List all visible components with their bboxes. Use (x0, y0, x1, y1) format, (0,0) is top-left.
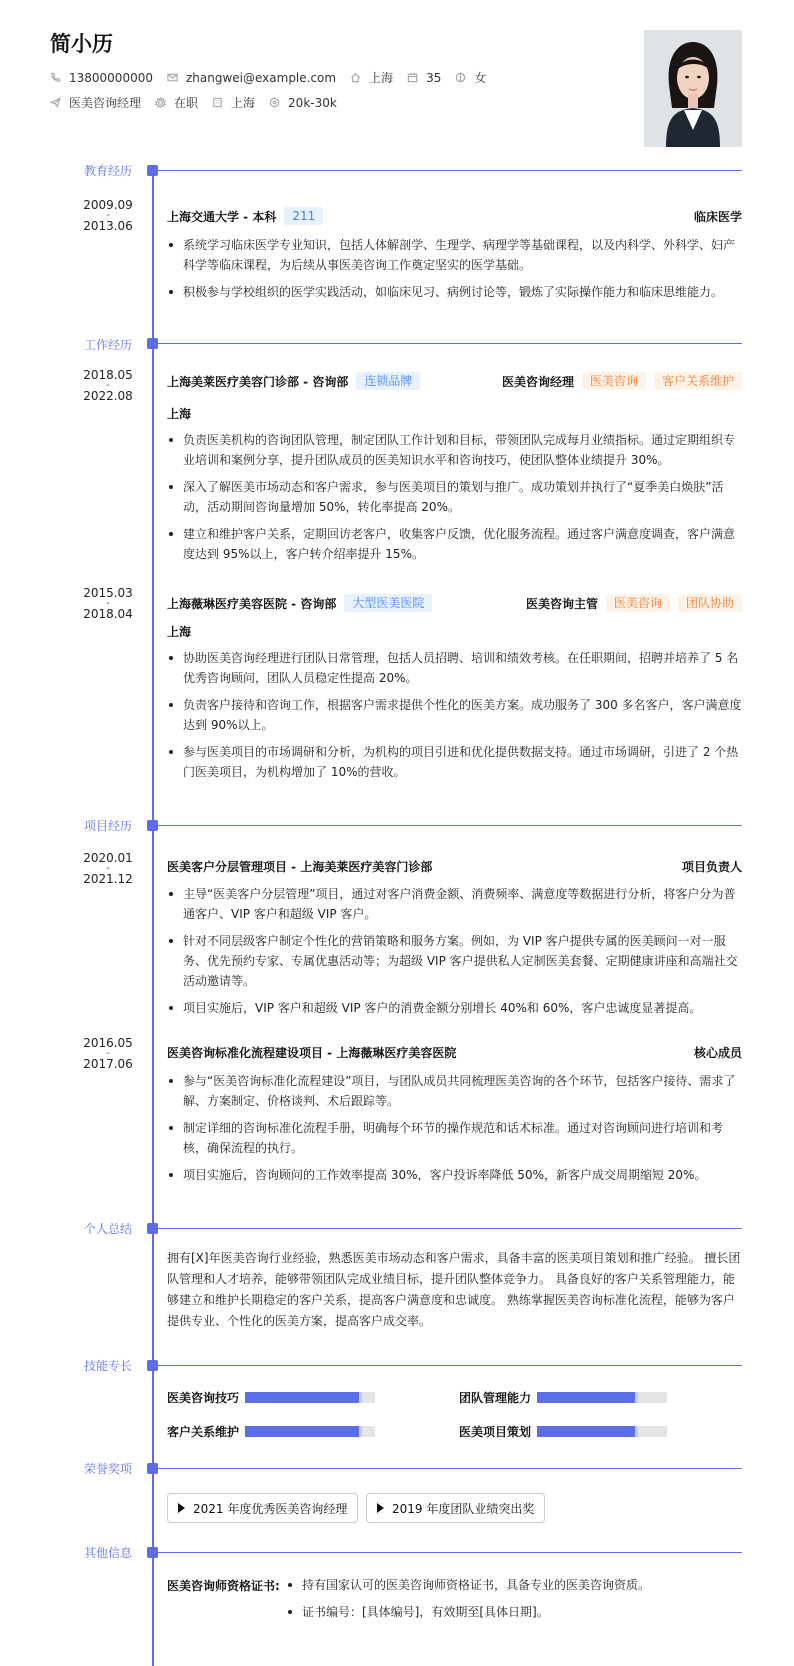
list-item: 针对不同层级客户制定个性化的营销策略和服务方案。例如，为 VIP 客户提供专属的医美顾问一对一服务、优先预约专家、专属优惠活动等；为超级 VIP 客户提供私人定制医美套餐、定期健康讲座和高端社交活动邀请等。 (167, 931, 742, 991)
date-separator: - (106, 1048, 110, 1059)
home-icon (350, 72, 361, 83)
company-name: 上海薇琳医疗美容医院 - 咨询部 (167, 596, 337, 611)
phone-info (50, 71, 153, 85)
skill-tag: 医美咨询 (582, 372, 646, 390)
section-divider (158, 1552, 742, 1553)
education-dates (80, 199, 136, 233)
date-separator: - (106, 598, 110, 609)
profile-photo (644, 30, 742, 147)
start-date: 2009.09 (83, 198, 133, 212)
section-title-projects: 项目经历 (84, 819, 133, 833)
skill-bar (537, 1426, 667, 1437)
project-dates (80, 1037, 136, 1071)
project-name: 医美客户分层管理项目 - 上海美莱医疗美容门诊部 (167, 860, 433, 874)
list-item: 建立和维护客户关系，定期回访老客户，收集客户反馈，优化服务流程。通过客户满意度调查，客户满意度达到 95%以上，客户转介绍率提升 15%。 (167, 524, 742, 564)
skill-name: 医美项目策划 (459, 1425, 532, 1439)
work-city: 上海 (167, 625, 192, 639)
gear-icon (155, 97, 166, 108)
start-date: 2020.01 (83, 851, 133, 865)
list-item: 主导“医美客户分层管理”项目，通过对客户消费金额、消费频率、满意度等数据进行分析，将客户分为普通客户、VIP 客户和超级 VIP 客户。 (167, 884, 742, 924)
section-marker (147, 1223, 158, 1234)
end-date: 2018.04 (83, 607, 133, 621)
end-date: 2021.12 (83, 872, 133, 886)
status-info (155, 94, 198, 111)
company-tag: 大型医美医院 (344, 594, 432, 612)
skill-bar (537, 1392, 667, 1403)
list-item: 负责客户接待和咨询工作，根据客户需求提供个性化的医美方案。成功服务了 300 多名客户，客户满意度达到 90%以上。 (167, 695, 742, 735)
work-header (167, 372, 742, 390)
list-item: 系统学习临床医学专业知识，包括人体解剖学、生理学、病理学等基础课程，以及内科学、外科学、妇产科学等临床课程，为后续从事医美咨询工作奠定坚实的医学基础。 (167, 235, 742, 275)
section-title-skills: 技能专长 (84, 1359, 133, 1373)
company-name: 上海美莱医疗美容门诊部 - 咨询部 (167, 374, 349, 389)
role-info (50, 94, 141, 111)
play-icon (377, 1503, 384, 1513)
list-item: 项目实施后，咨询顾问的工作效率提高 30%，客户投诉率降低 50%，新客户成交周期缩短 20%。 (167, 1165, 742, 1185)
start-date: 2018.05 (83, 368, 133, 382)
list-item: 参与“医美咨询标准化流程建设”项目，与团队成员共同梳理医美咨询的各个环节，包括客户接待、需求了解、方案制定、价格谈判、术后跟踪等。 (167, 1071, 742, 1111)
list-item: 负责医美机构的咨询团队管理，制定团队工作计划和目标，带领团队完成每月业绩指标。通过定期组织专业培训和案例分享，提升团队成员的医美知识水平和咨询技巧，使团队整体业绩提升 30%。 (167, 430, 742, 470)
date-separator: - (106, 210, 110, 221)
section-marker (147, 1463, 158, 1474)
age-text: 35 (426, 70, 442, 85)
school-badge: 211 (284, 207, 323, 225)
target-city-info (212, 94, 255, 111)
gender-info (455, 69, 486, 86)
phone-text: 13800000000 (69, 70, 153, 85)
end-date: 2022.08 (83, 389, 133, 403)
project-bullets (167, 884, 742, 1025)
skill-bar (245, 1426, 375, 1437)
city-info (350, 69, 393, 86)
summary-text: 拥有[X]年医美咨询行业经验，熟悉医美市场动态和客户需求，具备丰富的医美项目策划和推广经验。 擅长团队管理和人才培养，能够带领团队完成业绩目标，提升团队整体竞争力。 具备良好的客户关系管理能力，能够建立和维护长期稳定的客户关系，提高客户满意度和忠诚度。 熟练掌握医美咨询标准化流程，能够为客户提供专业、个性化的医美方案，提高客户成交率。 (167, 1251, 741, 1328)
job-title: 医美咨询主管 (525, 596, 598, 611)
work-city: 上海 (167, 407, 192, 421)
building-icon (212, 97, 223, 108)
list-item: 制定详细的咨询标准化流程手册，明确每个环节的操作规范和话术标准。通过对咨询顾问进行培训和考核，确保流程的执行。 (167, 1118, 742, 1158)
section-marker (147, 338, 158, 349)
skill-bar-fill (537, 1392, 638, 1403)
date-separator: - (106, 380, 110, 391)
skill-bar-fill (245, 1392, 362, 1403)
section-divider (158, 343, 742, 344)
section-title-other: 其他信息 (84, 1546, 133, 1560)
section-divider (158, 825, 742, 826)
send-icon (50, 97, 61, 108)
play-icon (178, 1503, 185, 1513)
work-dates (80, 369, 136, 403)
award-label: 2021 年度优秀医美咨询经理 (193, 1501, 348, 1516)
project-header (167, 1044, 742, 1061)
city-text: 上海 (369, 71, 394, 85)
start-date: 2016.05 (83, 1036, 133, 1050)
coin-icon (269, 97, 280, 108)
skill-name: 团队管理能力 (459, 1391, 532, 1405)
phone-icon (50, 72, 61, 83)
list-item: 证书编号：[具体编号]，有效期至[具体日期]。 (286, 1599, 650, 1626)
skill-item (459, 1423, 667, 1440)
resume-name: 简小历 (50, 32, 113, 56)
list-item: 积极参与学校组织的医学实践活动，如临床见习、病例讨论等，锻炼了实际操作能力和临床思维能力。 (167, 282, 742, 302)
status-text: 在职 (174, 96, 199, 110)
award-chip (366, 1493, 545, 1523)
section-divider (158, 1228, 742, 1229)
skill-tag: 团队协助 (678, 594, 742, 612)
skill-item (167, 1389, 375, 1406)
project-role: 项目负责人 (681, 860, 742, 874)
intent-row (50, 94, 351, 111)
section-title-education: 教育经历 (84, 164, 133, 178)
avatar-illustration (644, 30, 742, 147)
certificate-label: 医美咨询师资格证书: (167, 1579, 280, 1593)
section-marker (147, 1547, 158, 1558)
timeline-line (152, 176, 154, 1666)
list-item: 项目实施后，VIP 客户和超级 VIP 客户的消费金额分别增长 40%和 60%，客户忠诚度显著提高。 (167, 998, 742, 1018)
email-icon (167, 72, 178, 83)
salary-info (269, 96, 337, 110)
award-chip (167, 1493, 358, 1523)
project-name: 医美咨询标准化流程建设项目 - 上海薇琳医疗美容医院 (167, 1046, 457, 1060)
calendar-icon (407, 72, 418, 83)
education-bullets (167, 235, 742, 309)
project-dates (80, 852, 136, 886)
contact-row (50, 69, 500, 86)
section-title-summary: 个人总结 (84, 1222, 133, 1236)
project-bullets (167, 1071, 742, 1192)
list-item: 协助医美咨询经理进行团队日常管理，包括人员招聘、培训和绩效考核。在任职期间，招聘并培养了 5 名优秀咨询顾问，团队人员稳定性提高 20%。 (167, 648, 742, 688)
email-info (167, 71, 336, 85)
skill-item (167, 1423, 375, 1440)
skill-bar-fill (537, 1426, 638, 1437)
company-tag: 连锁品牌 (356, 372, 420, 390)
start-date: 2015.03 (83, 586, 133, 600)
work-dates (80, 587, 136, 621)
list-item: 参与医美项目的市场调研和分析，为机构的项目引进和优化提供数据支持。通过市场调研，引进了 2 个热门医美项目，为机构增加了 10%的营收。 (167, 742, 742, 782)
skill-bar-fill (245, 1426, 362, 1437)
work-header (167, 594, 742, 612)
certificate-list (286, 1572, 650, 1626)
work-bullets (167, 648, 742, 789)
target-city-text: 上海 (231, 96, 256, 110)
project-header (167, 858, 742, 875)
section-divider (158, 1365, 742, 1366)
skill-name: 客户关系维护 (167, 1425, 240, 1439)
section-marker (147, 165, 158, 176)
major: 临床医学 (693, 209, 742, 224)
end-date: 2017.06 (83, 1057, 133, 1071)
skill-tag: 医美咨询 (606, 594, 670, 612)
age-info (407, 71, 441, 85)
gender-text: 女 (474, 71, 487, 85)
skill-name: 医美咨询技巧 (167, 1391, 240, 1405)
project-role: 核心成员 (693, 1046, 742, 1060)
work-bullets (167, 430, 742, 571)
list-item: 深入了解医美市场动态和客户需求，参与医美项目的策划与推广。成功策划并执行了“夏季美白焕肤”活动，活动期间咨询量增加 50%，转化率提高 20%。 (167, 477, 742, 517)
gender-icon (455, 72, 466, 83)
date-separator: - (106, 863, 110, 874)
school-name: 上海交通大学 - 本科 (167, 209, 277, 224)
section-marker (147, 820, 158, 831)
skill-bar (245, 1392, 375, 1403)
list-item: 持有国家认可的医美咨询师资格证书，具备专业的医美咨询资质。 (286, 1572, 650, 1599)
skill-tag: 客户关系维护 (654, 372, 742, 390)
section-title-awards: 荣誉奖项 (84, 1462, 133, 1476)
section-divider (158, 1468, 742, 1469)
end-date: 2013.06 (83, 219, 133, 233)
job-title: 医美咨询经理 (501, 374, 574, 389)
salary-text: 20k-30k (288, 95, 337, 110)
award-label: 2019 年度团队业绩突出奖 (392, 1501, 535, 1516)
section-divider (158, 170, 742, 171)
skill-item (459, 1389, 667, 1406)
education-header (167, 207, 742, 225)
section-marker (147, 1360, 158, 1371)
target-role-text: 医美咨询经理 (69, 96, 142, 110)
section-title-work: 工作经历 (84, 338, 133, 352)
email-text: zhangwei@example.com (185, 70, 337, 85)
